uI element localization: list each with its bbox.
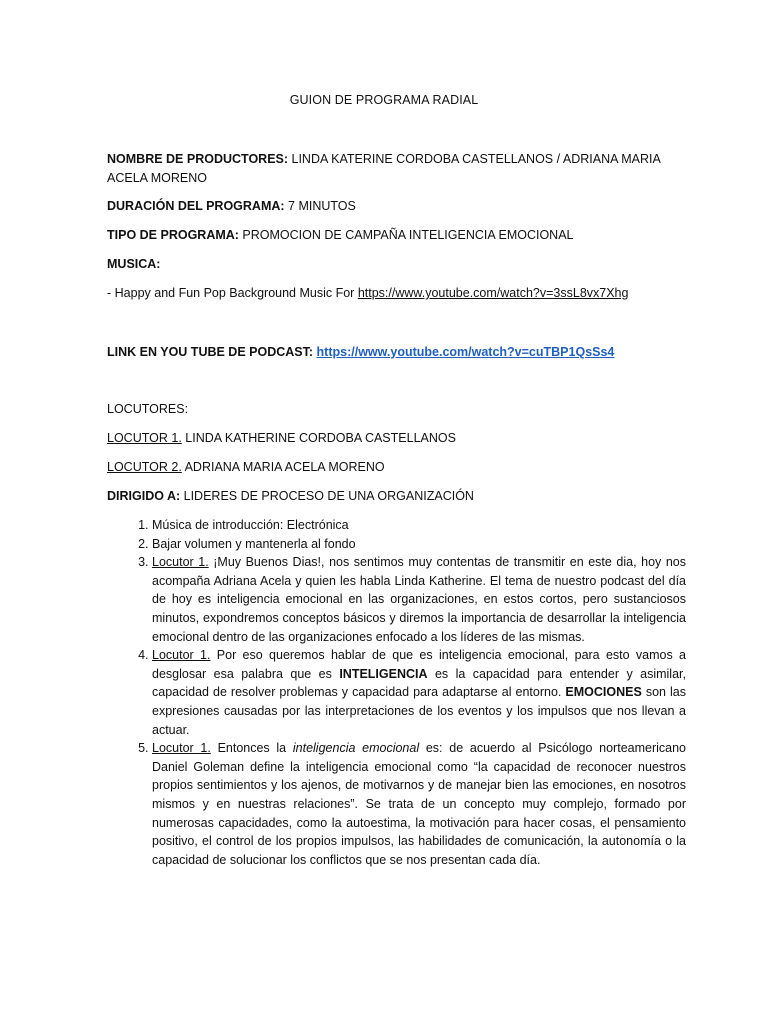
locutor-2-line [107, 458, 667, 477]
dirigido-line [107, 487, 667, 506]
document-title: GUION DE PROGRAMA RADIAL [289, 93, 479, 107]
locutor-1-line [107, 429, 667, 448]
locutor-label: Locutor 1. [152, 555, 209, 570]
musica-item [107, 284, 667, 303]
tipo-line [107, 226, 667, 245]
tipo-label: TIPO DE PROGRAMA: [107, 228, 239, 242]
podcast-line [107, 343, 667, 362]
musica-link[interactable]: https://www.youtube.com/watch?v=3ssL8vx7Xhg [357, 286, 629, 300]
locutor-2-label: LOCUTOR 2. [107, 460, 182, 474]
locutor-label: Locutor 1. [152, 648, 211, 663]
productores-line [107, 150, 663, 188]
duracion-value: 7 MINUTOS [284, 199, 356, 213]
list-item: 4. Locutor 1. Por eso queremos hablar de que es inteligencia emocional, para esto vamos a desglosar esa palabra que es INTELIGENCIA es la capacidad para entender y asimilar, capacidad de resolver problemas y capacidad para adaptarse al entorno. EMOCIONES son las expresiones causadas por las interpretaciones de los eventos y los impulsos que nos llevan a actuar. [152, 646, 686, 739]
productores-value: LINDA KATERINE CORDOBA CASTELLANOS / ADRIANA MARIA ACELA MORENO [107, 152, 661, 185]
productores-label: NOMBRE DE PRODUCTORES: [107, 152, 289, 166]
locutores-heading: LOCUTORES: [107, 402, 189, 416]
list-item: 5. Locutor 1. Entonces la inteligencia emocional es: de acuerdo al Psicólogo norteamericano Daniel Goleman define la inteligencia emocional como “la capacidad de reconocer nuestros propios sentimientos y los ajenos, de motivarnos y de manejar bien las emociones, en nosotros mismos y en nuestras relaciones”. Se trata de un concepto muy complejo, formado por numerosas capacidades, como la autoestima, la motivación para hacer cosas, el pensamiento positivo, el control de los propios impulsos, las habilidades de comunicación, la autonomía o la capacidad de solucionar los conflictos que se nos presentan cada día. [152, 739, 686, 869]
duracion-label: DURACIÓN DEL PROGRAMA: [107, 199, 285, 213]
list-item: 3. Locutor 1. ¡Muy Buenos Dias!, nos sentimos muy contentas de transmitir en este dia, hoy nos acompaña Adriana Acela y quien les habla Linda Katherine. El tema de nuestro podcast del día de hoy es inteligencia emocional en las organizaciones, en estos cortos, pero sustanciosos minutos, expondremos conceptos básicos y diremos la importancia de desarrollar la inteligencia emocional dentro de las organizaciones enfocado a los líderes de las mismas. [152, 553, 686, 646]
script-steps-list [127, 516, 686, 869]
list-item: 2. Bajar volumen y mantenerla al fondo [152, 535, 686, 554]
duracion-line [107, 197, 667, 216]
locutor-2-name: ADRIANA MARIA ACELA MORENO [181, 460, 385, 474]
tipo-value: PROMOCION DE CAMPAÑA INTELIGENCIA EMOCIONAL [238, 228, 574, 242]
podcast-link[interactable]: https://www.youtube.com/watch?v=cuTBP1QsSs4 [316, 345, 615, 359]
dirigido-value: LIDERES DE PROCESO DE UNA ORGANIZACIÓN [180, 489, 474, 503]
list-item: 1. Música de introducción: Electrónica [152, 516, 686, 535]
locutor-label: Locutor 1. [152, 741, 211, 756]
musica-item-text: - Happy and Fun Pop Background Music For [107, 286, 358, 300]
locutor-1-label: LOCUTOR 1. [107, 431, 182, 445]
musica-label: MUSICA: [107, 257, 161, 271]
locutor-1-name: LINDA KATHERINE CORDOBA CASTELLANOS [181, 431, 456, 445]
podcast-label: LINK EN YOU TUBE DE PODCAST: [107, 345, 314, 359]
dirigido-label: DIRIGIDO A: [107, 489, 181, 503]
